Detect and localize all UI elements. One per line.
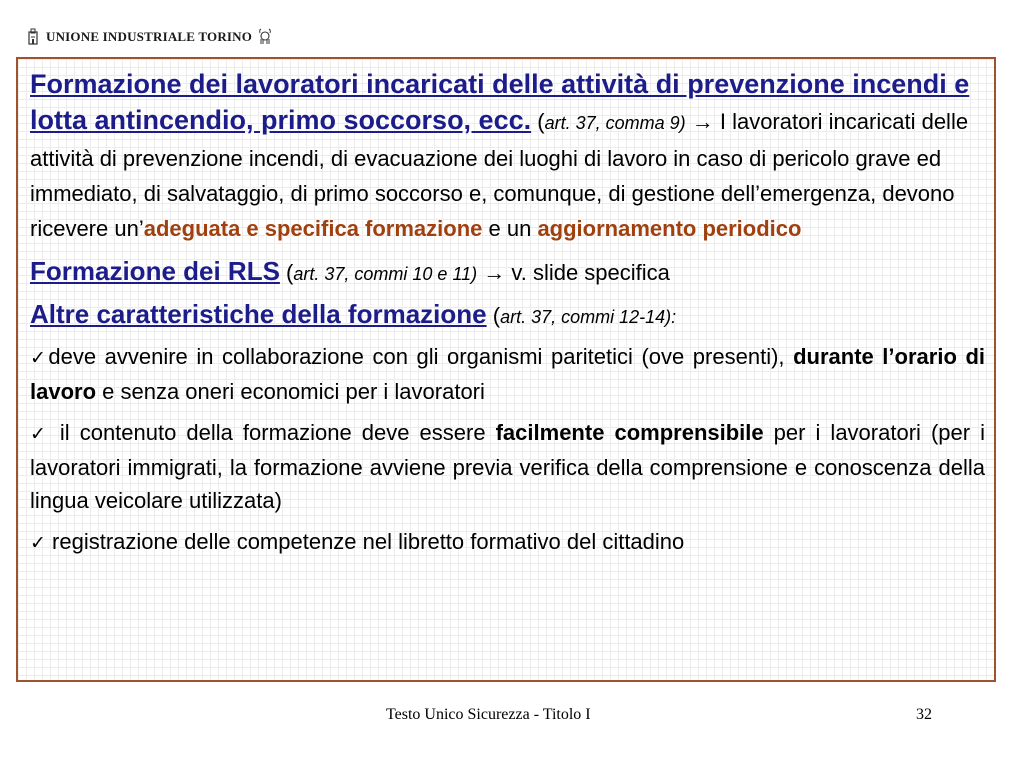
slide-header <box>26 26 272 48</box>
content-inner <box>30 67 985 560</box>
arrow-right-icon: → <box>685 109 720 134</box>
tower-emblem-icon <box>26 28 40 46</box>
bullet-text: deve avvenire in collaborazione con gli organismi paritetici (ove presenti), <box>48 344 794 369</box>
ref-open: ( <box>486 303 501 328</box>
organization-name: UNIONE INDUSTRIALE TORINO <box>46 29 253 44</box>
bullet-item <box>30 525 985 560</box>
section-altre-caratteristiche <box>30 299 985 332</box>
bullet-text: registrazione delle competenze nel libretto formativo del cittadino <box>45 529 685 554</box>
section-lavoratori-incaricati <box>30 67 985 246</box>
content-box <box>16 57 996 682</box>
checkmark-icon: ✓ <box>30 423 50 445</box>
ref-open: ( <box>279 260 294 285</box>
article-reference: art. 37, commi 12-14): <box>500 307 677 327</box>
bullet-text-end: e senza oneri economici per i lavoratori <box>96 379 485 404</box>
article-reference: art. 37, comma 9) <box>544 113 686 133</box>
connector-text: e un <box>482 216 538 241</box>
footer-title: Testo Unico Sicurezza - Titolo I <box>386 706 591 723</box>
ref-open: ( <box>531 109 545 134</box>
highlight-aggiornamento-periodico: aggiornamento periodico <box>537 216 802 241</box>
section-body-text: I lavoratori incaricati delle attività di prevenzione incendi, di evacuazione dei luoghi di lavoro in caso di pericolo grave ed immediato, di salvataggio, di primo soccorso e, comunque, di gestione dell’emergenza, devono ricevere un’ <box>30 109 969 241</box>
checkmark-icon: ✓ <box>30 347 49 369</box>
title-formazione-lavoratori-incaricati[interactable]: Formazione dei lavoratori incaricati delle attività di prevenzione incendi e lotta antincendio, primo soccorso, ecc. <box>30 69 970 135</box>
section-body-text: v. slide specifica <box>511 260 670 285</box>
arrow-right-icon: → <box>477 260 512 285</box>
checkmark-icon: ✓ <box>30 532 46 554</box>
bullet-text-end: per i lavoratori (per i lavoratori immigrati, la formazione avviene previa verifica della comprensione e conoscenza della lingua veicolare utilizzata) <box>30 420 986 513</box>
title-altre-caratteristiche[interactable]: Altre caratteristiche della formazione <box>30 299 487 329</box>
article-reference: art. 37, commi 10 e 11) <box>293 264 478 284</box>
section-formazione-rls <box>30 256 985 289</box>
bullet-bold-text: durante l’orario di lavoro <box>30 344 985 404</box>
highlight-adeguata-formazione: adeguata e specifica formazione <box>143 216 483 241</box>
bull-emblem-icon <box>258 28 272 46</box>
bullet-bold-text: facilmente comprensibile <box>495 420 764 445</box>
bullet-text: il contenuto della formazione deve essere <box>49 420 496 445</box>
bullet-item <box>30 340 985 408</box>
title-formazione-rls[interactable]: Formazione dei RLS <box>30 256 280 286</box>
page-number: 32 <box>916 706 932 723</box>
bullet-item <box>30 416 985 517</box>
